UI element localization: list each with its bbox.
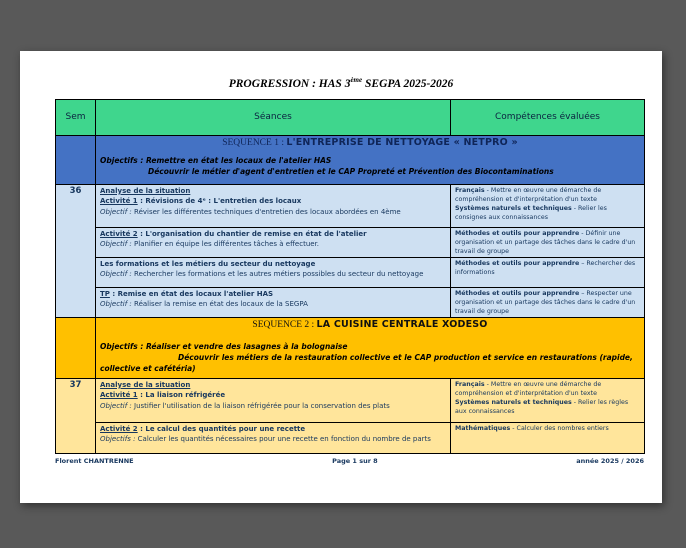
objectif-text: Justifier l'utilisation de la liaison réfrigérée pour la conservation des plats [131,401,390,410]
competence-desc: - Définir une organisation et un partage des tâches dans le cadre d'un travail de groupe [455,229,636,255]
title-text: PROGRESSION : HAS 3 [228,77,351,90]
text-line [100,239,446,250]
seance-cell [96,227,451,257]
week36-row-4 [56,287,645,317]
competence-cell [451,422,645,453]
sequence2-title [100,319,640,330]
activity-label: TP [100,289,110,298]
title-superscript: ème [350,76,363,84]
competence-category: Méthodes et outils pour apprendre [455,229,580,237]
sequence2-band [96,317,645,378]
objectif-label: Objectif : [100,300,132,309]
competence-desc: - Calculer des nombres entiers [510,424,609,432]
text-line [100,186,446,197]
text-line [100,434,446,445]
competence-category: Français [455,186,485,194]
sequence2-band-row [56,317,645,378]
objective-text: Réaliser et vendre des lasagnes à la bolognaise [143,341,348,351]
progression-table [55,99,645,454]
objectif-label: Objectif : [100,270,132,279]
objectif-text: Réaliser la remise en état des locaux de la SEGPA [131,300,308,309]
sequence1-title [100,137,640,148]
week-number-37: 37 [56,378,96,453]
col-header-sem: Sem [56,99,96,135]
seance-cell [96,287,451,317]
sequence2-label: SEQUENCE 2 : [252,319,317,330]
seance-cell [96,378,451,422]
objectifs-label: Objectifs : [100,341,144,351]
objectif-text: Planifier en équipe les différentes tâches à effectuer. [131,240,320,249]
activity-title: : Révisions de 4ᵉ : L'entretien des locaux [137,197,302,206]
activity-title: : Remise en état des locaux l'atelier HAS [109,289,274,298]
objectif-label: Objectifs : [100,435,136,444]
sequence2-objective-2: Découvrir les métiers de la restauration collective et le CAP production et service en restaurations (rapide, [178,352,633,362]
seance-heading: Les formations et les métiers du secteur du nettoyage [100,259,316,268]
competence-category: Mathématiques [455,424,511,432]
competence-desc: - Mettre en œuvre une démarche de compréhension et d'interprétation d'un texte [455,380,602,397]
sequence2-objective-3: collective et cafétéria) [100,363,196,373]
competence-desc: – Rechercher des informations [455,259,636,276]
sequence1-objective-1 [100,155,640,166]
text-line [100,259,446,270]
competence-category: Systèmes naturels et techniques [455,398,572,406]
objectifs-label: Objectifs : [100,155,144,165]
activity-title: : Le calcul des quantités pour une recette [137,424,306,433]
competence-category: Méthodes et outils pour apprendre [455,289,580,297]
objectif-text: Réviser les différentes techniques d'entretien des locaux abordées en 4ème [131,207,401,216]
objectif-label: Objectif : [100,240,132,249]
title-text-end: SEGPA 2025-2026 [362,77,454,90]
competence-desc: - Relier les consignes aux connaissances [455,204,607,221]
document-page [20,51,662,503]
text-line [100,424,446,435]
objectif-text: Rechercher les formations et les autres métiers possibles du secteur du nettoyage [131,270,424,279]
text-line [100,269,446,280]
competence-cell [451,257,645,287]
activity-label: Activité 1 [100,391,138,400]
text-line [100,229,446,240]
competence-desc: – Respecter une organisation et un partage des tâches dans le cadre d'un travail de groupe [455,289,636,315]
week36-row-2 [56,227,645,257]
situation-heading: Analyse de la situation [100,186,191,195]
activity-label: Activité 1 [100,197,138,206]
footer-year: année 2025 / 2026 [576,456,644,465]
table-header-row [56,99,645,135]
footer-author: Florent CHANTRENNE [55,456,134,465]
sequence1-band-row [56,135,645,184]
seance-cell [96,184,451,227]
competence-cell [451,378,645,422]
page-footer [55,457,644,465]
col-header-seances: Séances [96,99,451,135]
seance-cell [96,422,451,453]
competence-category: Français [455,380,485,388]
week36-row-3 [56,257,645,287]
sequence2-sem-cell [56,317,96,378]
week-number-36: 36 [56,184,96,317]
objectif-label: Objectif : [100,207,132,216]
sequence1-band [96,135,645,184]
text-line [100,207,446,218]
competence-cell [451,227,645,257]
text-line [100,390,446,401]
sequence1-objective-2: Découvrir le métier d'agent d'entretien et le CAP Propreté et Prévention des Biocontaminations [148,166,554,176]
week37-row-1 [56,378,645,422]
footer-page-number: Page 1 sur 8 [332,456,378,465]
activity-title: : L'organisation du chantier de remise en état de l'atelier [137,229,367,238]
objective-text: Remettre en état les locaux de l'atelier HAS [143,155,332,165]
competence-desc: - Mettre en œuvre une démarche de compréhension et d'interprétation d'un texte [455,186,602,203]
sequence1-label: SEQUENCE 1 : [222,137,287,148]
activity-title: : La liaison réfrigérée [137,391,226,400]
competence-cell [451,287,645,317]
activity-label: Activité 2 [100,424,138,433]
sequence1-name: L'ENTREPRISE DE NETTOYAGE « NETPRO » [286,136,518,148]
sequence2-name: LA CUISINE CENTRALE XODESO [316,318,488,330]
activity-label: Activité 2 [100,229,138,238]
document-title [20,76,662,90]
sequence1-sem-cell [56,135,96,184]
text-line [100,380,446,391]
text-line [100,196,446,207]
week37-row-2 [56,422,645,453]
col-header-competences: Compétences évaluées [451,99,645,135]
competence-desc: - Relier les règles aux connaissances [455,398,629,415]
text-line [100,299,446,310]
text-line [100,401,446,412]
competence-category: Méthodes et outils pour apprendre [455,259,580,267]
sequence2-objective-1 [100,341,640,352]
objectif-text: Calculer les quantités nécessaires pour une recette en fonction du nombre de parts [135,435,431,444]
week36-row-1 [56,184,645,227]
situation-heading: Analyse de la situation [100,380,191,389]
text-line [100,289,446,300]
competence-category: Systèmes naturels et techniques [455,204,572,212]
seance-cell [96,257,451,287]
objectif-label: Objectif : [100,401,132,410]
competence-cell [451,184,645,227]
